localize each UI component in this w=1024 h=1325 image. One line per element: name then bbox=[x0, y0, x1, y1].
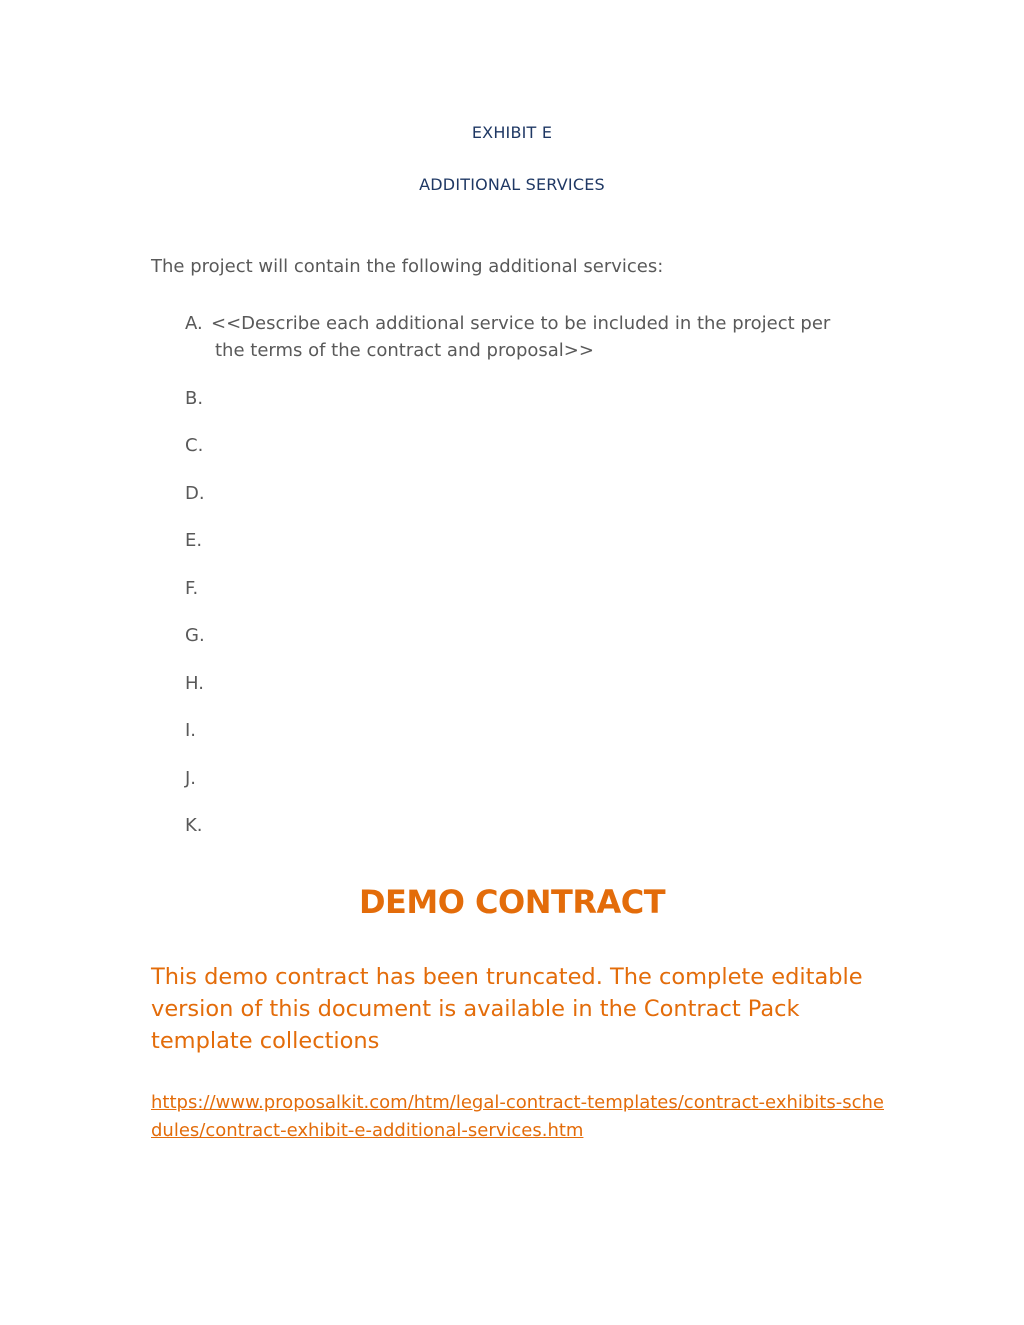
list-item-text: <<Describe each additional service to be included in the project per the terms of the contract and proposal>> bbox=[211, 313, 831, 361]
additional-services-list bbox=[185, 310, 865, 860]
list-item-text bbox=[215, 432, 865, 459]
list-item-letter: A. bbox=[185, 313, 203, 334]
list-item-letter: H. bbox=[185, 672, 204, 694]
list-item bbox=[185, 717, 865, 744]
list-item-text bbox=[215, 527, 865, 554]
list-item-letter: F. bbox=[185, 577, 199, 599]
list-item bbox=[185, 432, 865, 459]
exhibit-title: EXHIBIT E bbox=[471, 123, 553, 142]
list-item-text bbox=[215, 765, 865, 792]
list-item-text bbox=[215, 717, 865, 744]
list-item-letter: G. bbox=[185, 625, 205, 646]
list-item bbox=[185, 812, 865, 839]
list-item-letter: K. bbox=[185, 815, 203, 836]
list-item-text bbox=[215, 575, 865, 602]
list-item bbox=[185, 480, 865, 507]
list-item bbox=[185, 527, 865, 554]
list-item-letter: B. bbox=[185, 387, 204, 409]
list-item-letter: J. bbox=[185, 767, 197, 789]
list-item-letter: I. bbox=[185, 720, 197, 741]
list-item-text bbox=[215, 622, 865, 649]
demo-contract-heading: DEMO CONTRACT bbox=[358, 883, 666, 921]
list-item-text bbox=[215, 480, 865, 507]
intro-paragraph: The project will contain the following additional services: bbox=[151, 256, 664, 277]
exhibit-subtitle: ADDITIONAL SERVICES bbox=[419, 175, 605, 194]
list-item-letter: E. bbox=[185, 530, 203, 551]
list-item-letter: C. bbox=[185, 435, 204, 456]
list-item bbox=[185, 385, 865, 412]
list-item bbox=[185, 622, 865, 649]
list-item bbox=[185, 310, 865, 364]
list-item-text bbox=[215, 812, 865, 839]
list-item-letter: D. bbox=[185, 482, 205, 504]
list-item bbox=[185, 670, 865, 697]
list-item bbox=[185, 765, 865, 792]
list-item bbox=[185, 575, 865, 602]
list-item-text bbox=[215, 670, 865, 697]
list-item-text bbox=[215, 385, 865, 412]
contract-template-link[interactable]: https://www.proposalkit.com/htm/legal-contract-templates/contract-exhibits-schedules/contract-exhibit-e-additional-services.htm bbox=[151, 1092, 884, 1141]
demo-truncation-note: This demo contract has been truncated. The complete editable version of this document is available in the Contract Pack template collections bbox=[151, 964, 863, 1054]
